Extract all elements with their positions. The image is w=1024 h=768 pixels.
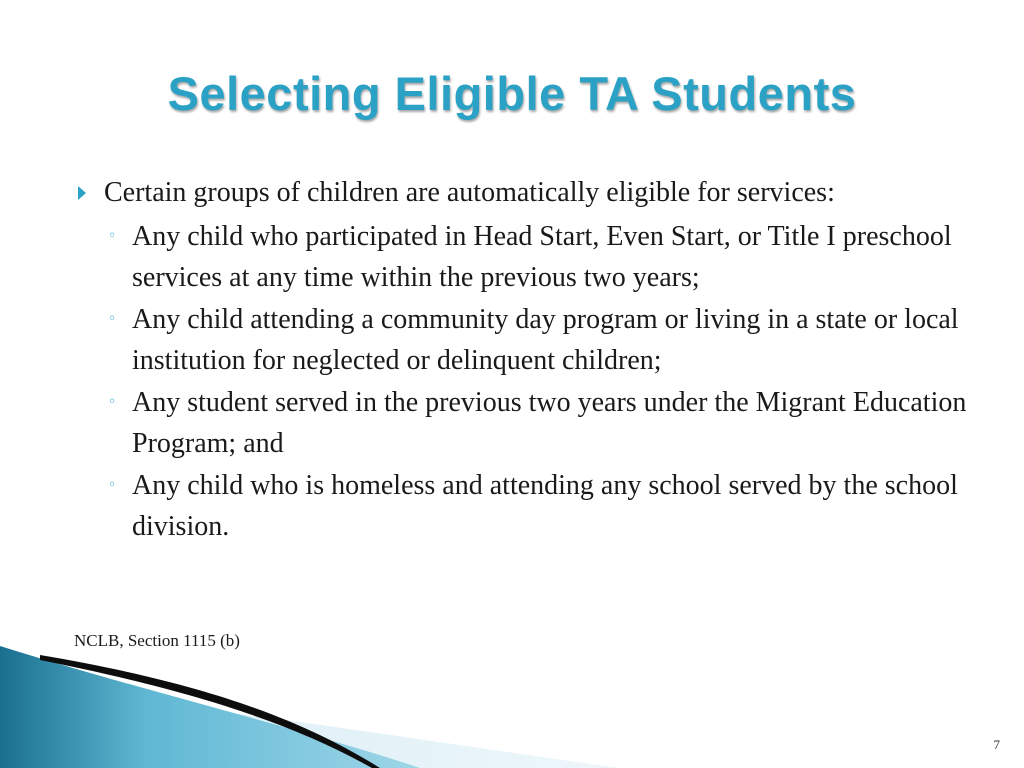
- sub-bullet-text: Any child who is homeless and attending any school served by the school division.: [132, 470, 958, 542]
- sub-bullet-text: Any student served in the previous two years under the Migrant Education Program; and: [132, 387, 967, 459]
- page-number: 7: [993, 737, 1000, 752]
- source-citation: NCLB, Section 1115 (b): [74, 631, 240, 650]
- sub-bullet-text: Any child attending a community day program or living in a state or local institution for neglected or delinquent children;: [132, 304, 959, 376]
- circle-bullet-icon: ◦: [108, 228, 117, 244]
- circle-bullet-icon: ◦: [108, 311, 117, 327]
- circle-bullet-icon: ◦: [108, 477, 117, 493]
- circle-bullet-icon: ◦: [108, 394, 117, 410]
- sub-bullet-text: Any child who participated in Head Start, Even Start, or Title I preschool services at any time within the previous two years;: [132, 221, 952, 293]
- slide-title: Selecting Eligible TA Students: [167, 67, 857, 120]
- bullet-text: Certain groups of children are automatically eligible for services:: [104, 177, 835, 208]
